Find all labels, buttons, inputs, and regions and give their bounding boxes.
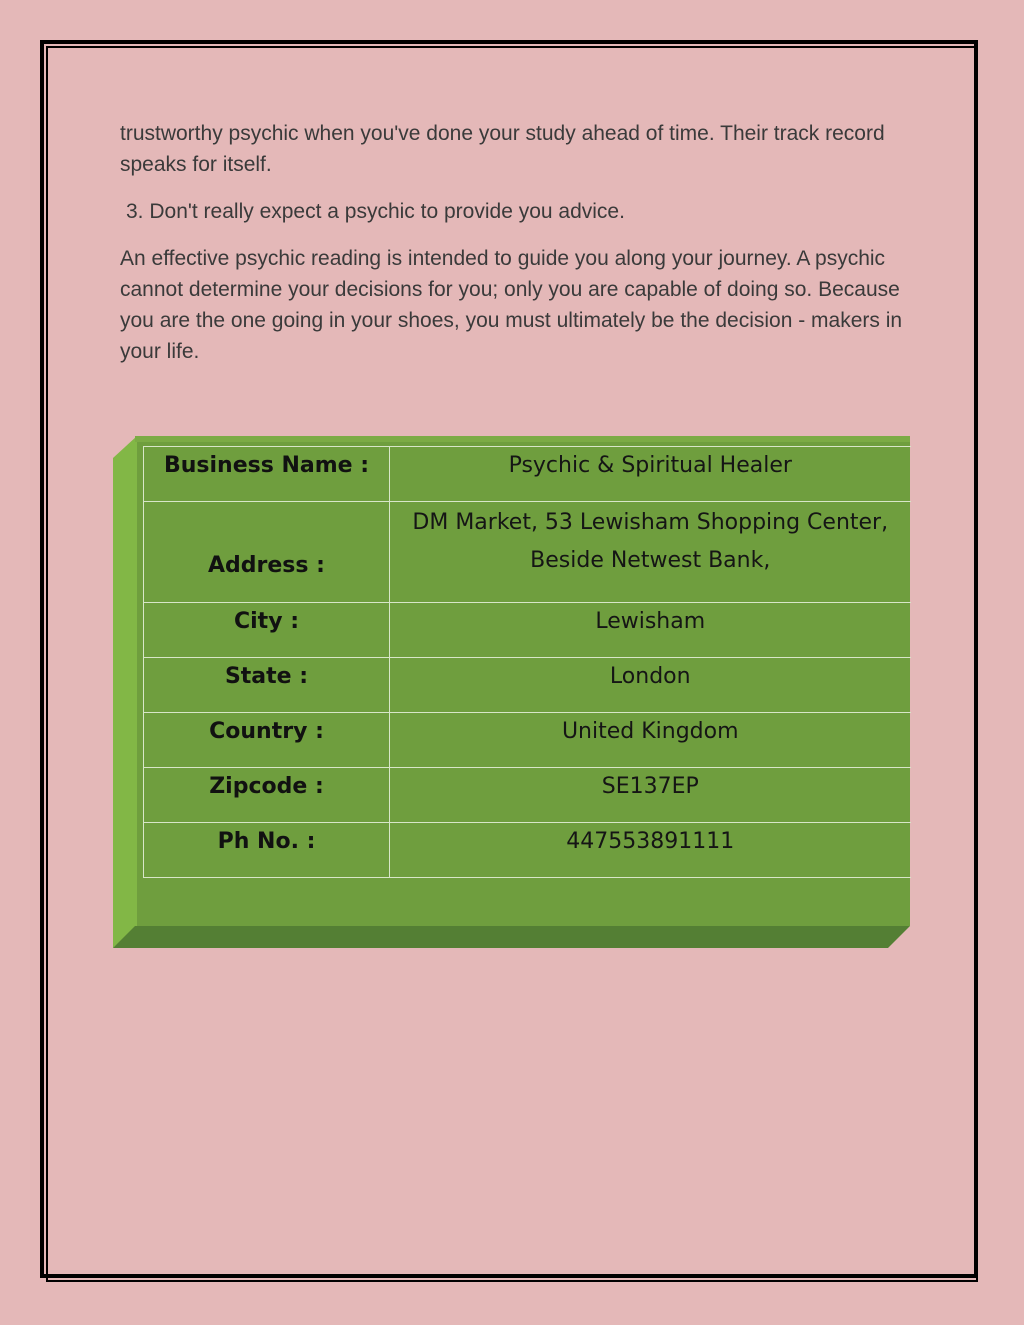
table-row	[144, 502, 911, 603]
paragraph-guidance: An effective psychic reading is intended to guide you along your journey. A psychic cannot determine your decisions for you; only you are capable of doing so. Because you are the one going in your shoes, you must ultimately be the decision - makers in your life.	[120, 247, 903, 363]
table-row	[144, 768, 911, 823]
city-label: City :	[144, 603, 390, 658]
table-row	[144, 447, 911, 502]
business-name-value: Psychic & Spiritual Healer	[390, 447, 911, 502]
state-label: State :	[144, 658, 390, 713]
zipcode-value: SE137EP	[390, 768, 911, 823]
state-value: London	[390, 658, 911, 713]
country-value: United Kingdom	[390, 713, 911, 768]
business-name-label: Business Name :	[144, 447, 390, 502]
address-line-2: Beside Netwest Bank,	[530, 548, 771, 573]
phone-value: 447553891111	[390, 823, 911, 878]
table-row	[144, 713, 911, 768]
city-value: Lewisham	[390, 603, 911, 658]
table-row	[144, 658, 911, 713]
list-item-advice: 3. Don't really expect a psychic to provide you advice.	[126, 200, 625, 223]
panel-bevel-bottom	[113, 926, 910, 948]
article-text	[120, 118, 910, 383]
table-row	[144, 603, 911, 658]
address-line-1: DM Market, 53 Lewisham Shopping Center,	[412, 510, 889, 535]
address-label: Address :	[144, 502, 390, 603]
table-row	[144, 823, 911, 878]
phone-label: Ph No. :	[144, 823, 390, 878]
country-label: Country :	[144, 713, 390, 768]
address-value	[390, 502, 911, 603]
business-info-table	[143, 446, 911, 878]
panel-bevel-left	[113, 436, 137, 948]
paragraph-intro: trustworthy psychic when you've done your study ahead of time. Their track record speaks for itself.	[120, 122, 885, 176]
zipcode-label: Zipcode :	[144, 768, 390, 823]
